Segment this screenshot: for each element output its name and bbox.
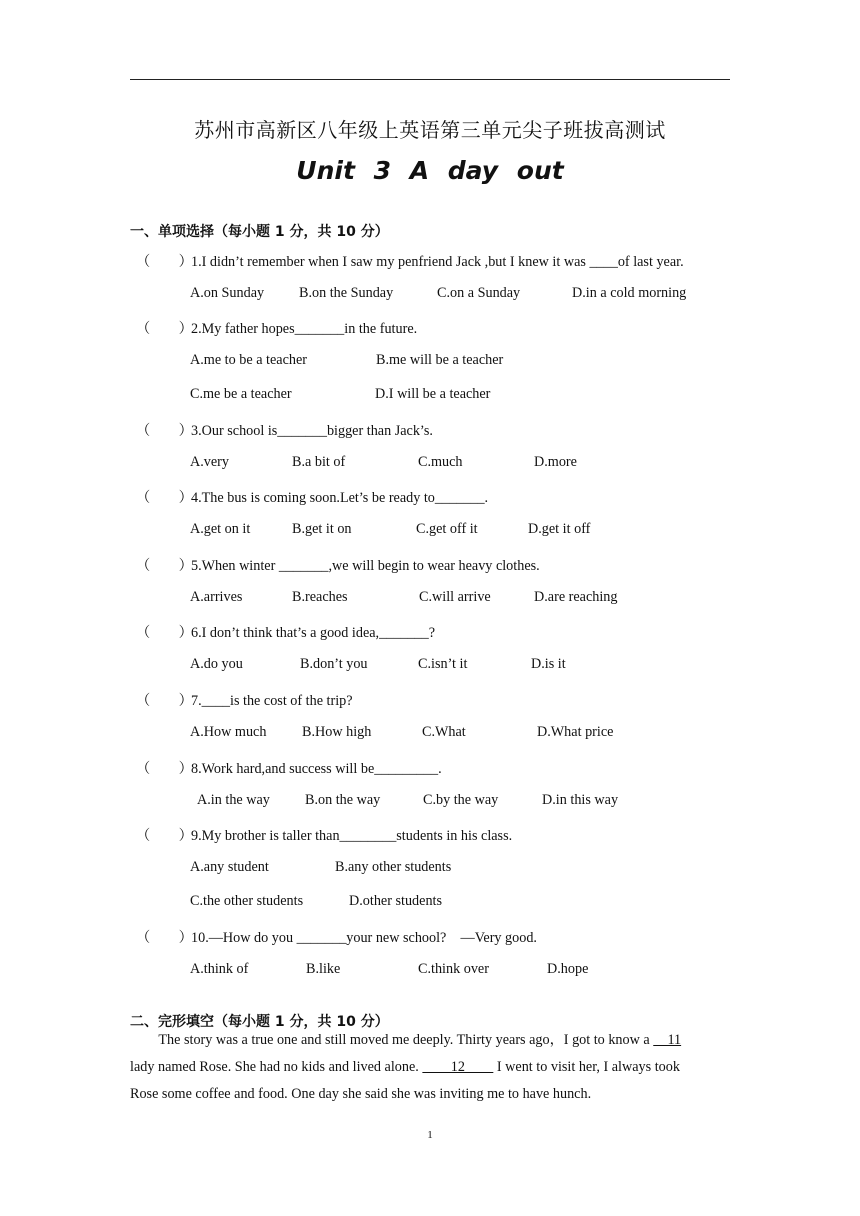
unit-title: Unit 3 A day out [296,156,564,185]
question-2 [136,318,417,338]
question-10 [136,927,537,947]
page-number: 1 [427,1129,433,1141]
option-a: A.think of [190,961,249,977]
option-c: C.will arrive [419,589,491,605]
question-8 [136,758,442,778]
passage-text: The story was a true one and still moved me deeply. Thirty years ago，I got to know a [130,1032,654,1048]
passage-line [130,1054,730,1081]
answer-paren: （ ） [136,321,193,337]
answer-paren: （ ） [136,761,193,777]
option-a: A.do you [190,656,243,672]
section-heading-cloze: 二、完形填空（每小题 1 分，共 10 分） [130,1014,389,1030]
answer-paren: （ ） [136,693,193,709]
option-d: D.in this way [542,792,619,808]
question-stem: 3.Our school is_______bigger than Jack’s. [191,423,433,439]
option-d: D.more [534,454,577,470]
option-c: C.much [418,454,463,470]
option-b: B.on the Sunday [299,285,394,301]
cloze-passage [130,1027,730,1108]
option-d: D.other students [349,893,442,909]
answer-paren: （ ） [136,558,193,574]
option-d: D.What price [537,724,614,740]
option-d: D.is it [531,656,566,672]
option-c: C.What [422,724,466,740]
passage-text: I went to visit her, I always took [493,1059,680,1075]
question-9 [136,825,512,845]
question-5 [136,555,540,575]
question-stem: 7.____is the cost of the trip? [191,693,353,709]
option-b: B.any other students [335,859,452,875]
passage-line: Rose some coffee and food. One day she said she was inviting me to have hunch. [130,1086,592,1102]
option-c: C.by the way [423,792,499,808]
answer-paren: （ ） [136,254,193,270]
option-d: D.I will be a teacher [375,386,491,402]
option-b: B.me will be a teacher [376,352,504,368]
answer-paren: （ ） [136,930,193,946]
option-b: B.don’t you [300,656,368,672]
question-1 [136,251,684,271]
question-7 [136,690,353,710]
answer-paren: （ ） [136,828,193,844]
question-3 [136,420,433,440]
option-d: D.hope [547,961,589,977]
question-4 [136,487,488,507]
question-stem: 10.—How do you _______your new school? —Very good. [191,930,537,946]
document-title: 苏州市高新区八年级上英语第三单元尖子班拔高测试 [194,118,666,142]
question-stem: 2.My father hopes_______in the future. [191,321,418,337]
option-d: D.in a cold morning [572,285,687,301]
question-stem: 8.Work hard,and success will be_________. [191,761,442,777]
answer-paren: （ ） [136,490,193,506]
option-c: C.isn’t it [418,656,468,672]
option-c: C.me be a teacher [190,386,292,402]
question-6 [136,622,435,642]
option-b: B.a bit of [292,454,346,470]
question-stem: 4.The bus is coming soon.Let’s be ready to_______. [191,490,489,506]
option-b: B.on the way [305,792,381,808]
option-a: A.very [190,454,230,470]
option-b: B.get it on [292,521,352,537]
question-stem: 9.My brother is taller than________students in his class. [191,828,513,844]
question-stem: 1.I didn’t remember when I saw my penfriend Jack ,but I knew it was ____of last year. [191,254,684,270]
answer-paren: （ ） [136,625,193,641]
option-b: B.reaches [292,589,348,605]
option-c: C.get off it [416,521,478,537]
option-a: A.on Sunday [190,285,265,301]
question-stem: 6.I don’t think that’s a good idea,_______? [191,625,436,641]
passage-line [130,1027,730,1054]
option-a: A.me to be a teacher [190,352,307,368]
option-c: C.on a Sunday [437,285,521,301]
option-a: A.any student [190,859,269,875]
passage-text: lady named Rose. She had no kids and lived alone. [130,1059,423,1075]
option-a: A.get on it [190,521,251,537]
option-d: D.get it off [528,521,591,537]
option-d: D.are reaching [534,589,618,605]
option-a: A.in the way [197,792,270,808]
option-c: C.the other students [190,893,304,909]
answer-paren: （ ） [136,423,193,439]
option-c: C.think over [418,961,489,977]
section-heading-multiple-choice: 一、单项选择（每小题 1 分，共 10 分） [130,224,389,240]
option-a: A.How much [190,724,267,740]
option-b: B.How high [302,724,372,740]
option-a: A.arrives [190,589,243,605]
question-stem: 5.When winter _______,we will begin to wear heavy clothes. [191,558,540,574]
blank-11: 11 [653,1032,682,1048]
blank-12: 12 [422,1059,494,1075]
option-b: B.like [306,961,341,977]
header-rule [130,79,730,80]
